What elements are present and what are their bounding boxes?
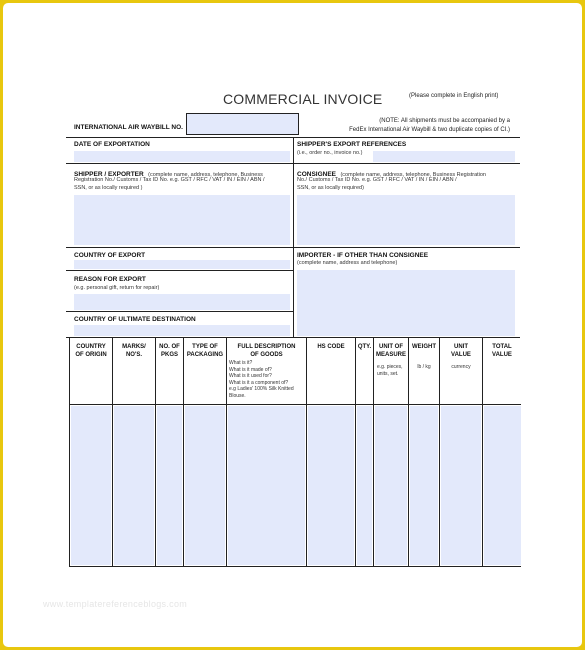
reason-for-export-hint: (e.g. personal gift, return for repair) (74, 285, 160, 291)
type-of-packaging-input[interactable] (185, 406, 225, 565)
country-of-origin-input[interactable] (71, 406, 111, 565)
weight-hint: lb / kg (417, 364, 431, 370)
weight-input[interactable] (410, 406, 438, 565)
table-header-divider (70, 404, 521, 405)
no-of-pkgs-input[interactable] (157, 406, 182, 565)
watermark: www.templatereferenceblogs.com (43, 599, 188, 609)
shipper-exporter-input[interactable] (74, 195, 290, 245)
shipper-references-label: SHIPPER'S EXPORT REFERENCES (297, 141, 407, 148)
col-full-description: FULL DESCRIPTION OF GOODS (237, 344, 296, 358)
reason-for-export-input[interactable] (74, 294, 290, 310)
waybill-label: INTERNATIONAL AIR WAYBILL NO. (74, 124, 183, 131)
col-type-of-packaging: TYPE OF PACKAGING (186, 344, 224, 358)
importer-input[interactable] (297, 270, 515, 336)
date-of-exportation-input[interactable] (74, 151, 290, 162)
waybill-input[interactable] (186, 113, 299, 135)
marks-input[interactable] (114, 406, 154, 565)
col-separator (373, 337, 374, 567)
english-print-instruction: (Please complete in English print) (409, 93, 499, 99)
col-separator (306, 337, 307, 567)
shipper-references-input[interactable] (373, 151, 515, 162)
unit-value-input[interactable] (441, 406, 481, 565)
shipper-exporter-hint-3: SSN, or as locally required ) (74, 185, 143, 191)
waybill-note-line2: FedEx International Air Waybill & two duplicate copies of CI.) (349, 127, 510, 133)
waybill-note-line1: (NOTE: All shipments must be accompanied by a (379, 118, 510, 124)
description-hints: What is it? What is it made of? What is it used for? What is it a component of? e.g Ladies' 100% Silk Knitted Blouse. (229, 360, 294, 399)
ultimate-destination-input[interactable] (74, 325, 290, 336)
divider (66, 311, 293, 312)
description-input[interactable] (228, 406, 305, 565)
unit-of-measure-input[interactable] (375, 406, 407, 565)
consignee-input[interactable] (297, 195, 515, 245)
invoice-sheet (3, 3, 582, 647)
col-separator (482, 337, 483, 567)
col-qty: QTY. (357, 344, 372, 350)
reason-for-export-label: REASON FOR EXPORT (74, 276, 146, 283)
col-country-of-origin: COUNTRY OF ORIGIN (75, 344, 107, 358)
consignee-hint: (complete name, address, telephone, Business Registration (340, 172, 486, 178)
col-unit-value: UNIT VALUE (451, 344, 471, 358)
col-weight: WEIGHT (412, 344, 436, 350)
consignee-hint-3: SSN, or as locally required) (297, 185, 364, 191)
unit-of-measure-hint: e.g. pieces, units, set. (377, 364, 403, 377)
country-of-export-input[interactable] (74, 260, 290, 269)
page-title: COMMERCIAL INVOICE (223, 91, 383, 107)
table-bottom-border (70, 566, 521, 567)
goods-table (69, 337, 521, 567)
col-separator (112, 337, 113, 567)
ultimate-destination-label: COUNTRY OF ULTIMATE DESTINATION (74, 316, 196, 323)
col-unit-of-measure: UNIT OF MEASURE (375, 344, 406, 358)
importer-hint: (complete name, address and telephone) (297, 260, 398, 266)
consignee-hint-2: No./ Customs / Tax ID No. e.g. GST / RFC / VAT / IN / EIN / ABN / (297, 177, 457, 183)
hs-code-input[interactable] (308, 406, 354, 565)
col-total-value: TOTAL VALUE (492, 344, 512, 358)
col-separator (155, 337, 156, 567)
column-divider (293, 137, 294, 337)
date-of-exportation-label: DATE OF EXPORTATION (74, 141, 150, 148)
col-no-of-pkgs: NO. OF PKGS (159, 344, 180, 358)
col-separator (183, 337, 184, 567)
shipper-exporter-hint-2: Registration No./ Customs / Tax ID No. e.g. GST / RFC / VAT / IN / EIN / ABN / (74, 177, 265, 183)
country-of-export-label: COUNTRY OF EXPORT (74, 252, 146, 259)
total-value-input[interactable] (484, 406, 521, 565)
col-separator (355, 337, 356, 567)
col-hs-code: HS CODE (317, 344, 345, 350)
qty-input[interactable] (357, 406, 372, 565)
col-separator (408, 337, 409, 567)
divider (66, 270, 293, 271)
col-separator (226, 337, 227, 567)
col-marks: MARKS/ NO'S. (122, 344, 146, 358)
shipper-exporter-hint: (complete name, address, telephone, Business (148, 172, 263, 178)
unit-value-hint: currency (451, 364, 471, 370)
col-separator (439, 337, 440, 567)
shipper-references-hint: (i.e., order no., invoice no.) (297, 150, 363, 156)
importer-label: IMPORTER - IF OTHER THAN CONSIGNEE (297, 252, 429, 259)
shipper-exporter-label: SHIPPER / EXPORTER (74, 171, 144, 178)
consignee-label: CONSIGNEE (297, 171, 337, 178)
